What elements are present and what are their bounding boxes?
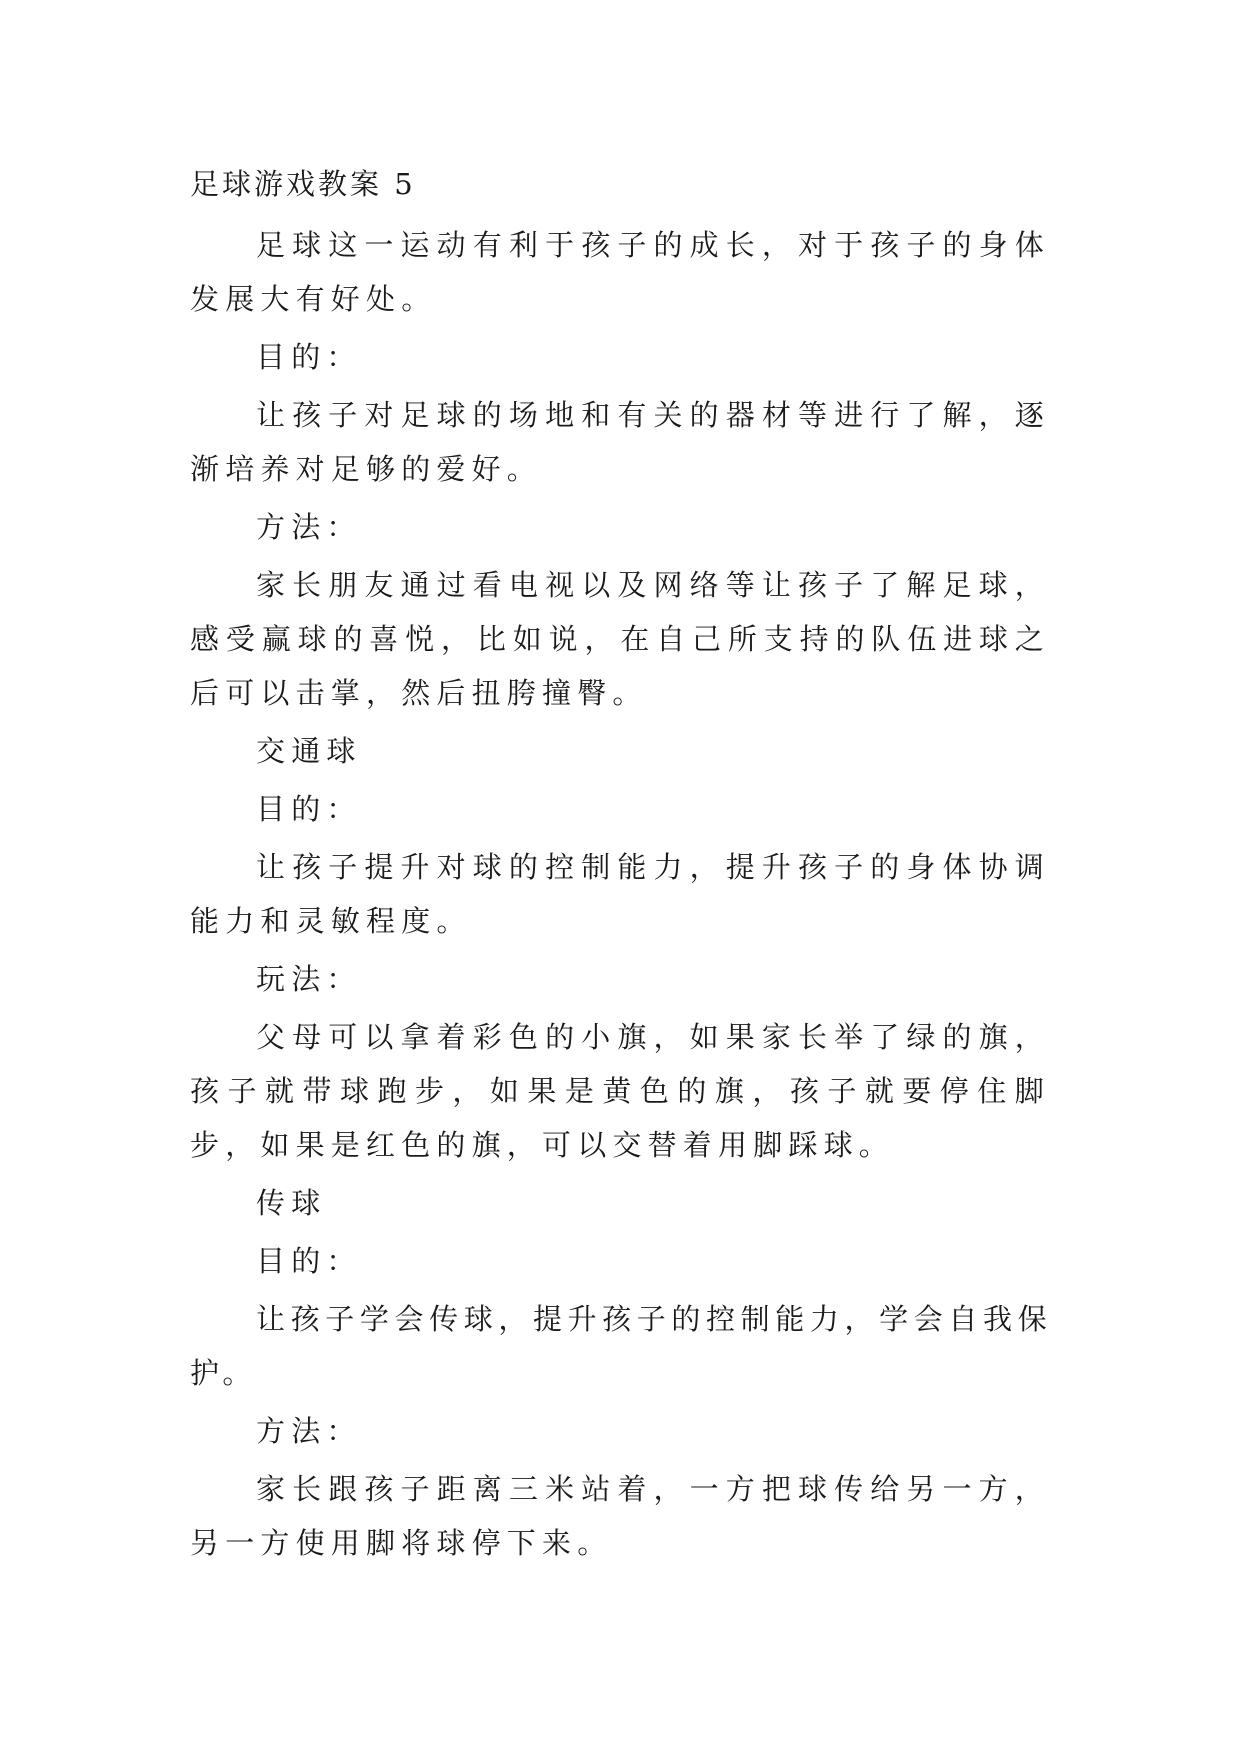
paragraph-method-1: 家长朋友通过看电视以及网络等让孩子了解足球，感受赢球的喜悦，比如说，在自己所支持的队伍进球之后可以击掌，然后扭胯撞臀。 bbox=[190, 568, 1050, 710]
heading-purpose: 目的： bbox=[256, 340, 362, 374]
heading-method: 方法： bbox=[256, 1414, 362, 1448]
paragraph-play: 父母可以拿着彩色的小旗，如果家长举了绿的旗，孩子就带球跑步，如果是黄色的旗，孩子就要停住脚步，如果是红色的旗，可以交替着用脚踩球。 bbox=[190, 1020, 1050, 1162]
document-title: 足球游戏教案 5 bbox=[190, 167, 416, 201]
paragraph-intro: 足球这一运动有利于孩子的成长，对于孩子的身体发展大有好处。 bbox=[190, 228, 1050, 316]
paragraph-purpose-3: 让孩子学会传球，提升孩子的控制能力，学会自我保护。 bbox=[190, 1302, 1050, 1390]
heading-pass-ball: 传球 bbox=[256, 1186, 327, 1220]
heading-play: 玩法： bbox=[256, 962, 362, 996]
paragraph-method-2: 家长跟孩子距离三米站着，一方把球传给另一方，另一方使用脚将球停下来。 bbox=[190, 1472, 1050, 1560]
document-body bbox=[190, 160, 1050, 1574]
heading-purpose: 目的： bbox=[256, 1244, 362, 1278]
paragraph-purpose-2: 让孩子提升对球的控制能力，提升孩子的身体协调能力和灵敏程度。 bbox=[190, 850, 1050, 938]
heading-purpose: 目的： bbox=[256, 792, 362, 826]
heading-traffic-ball: 交通球 bbox=[256, 734, 362, 768]
paragraph-purpose-1: 让孩子对足球的场地和有关的器材等进行了解，逐渐培养对足够的爱好。 bbox=[190, 398, 1050, 486]
heading-method: 方法： bbox=[256, 510, 362, 544]
